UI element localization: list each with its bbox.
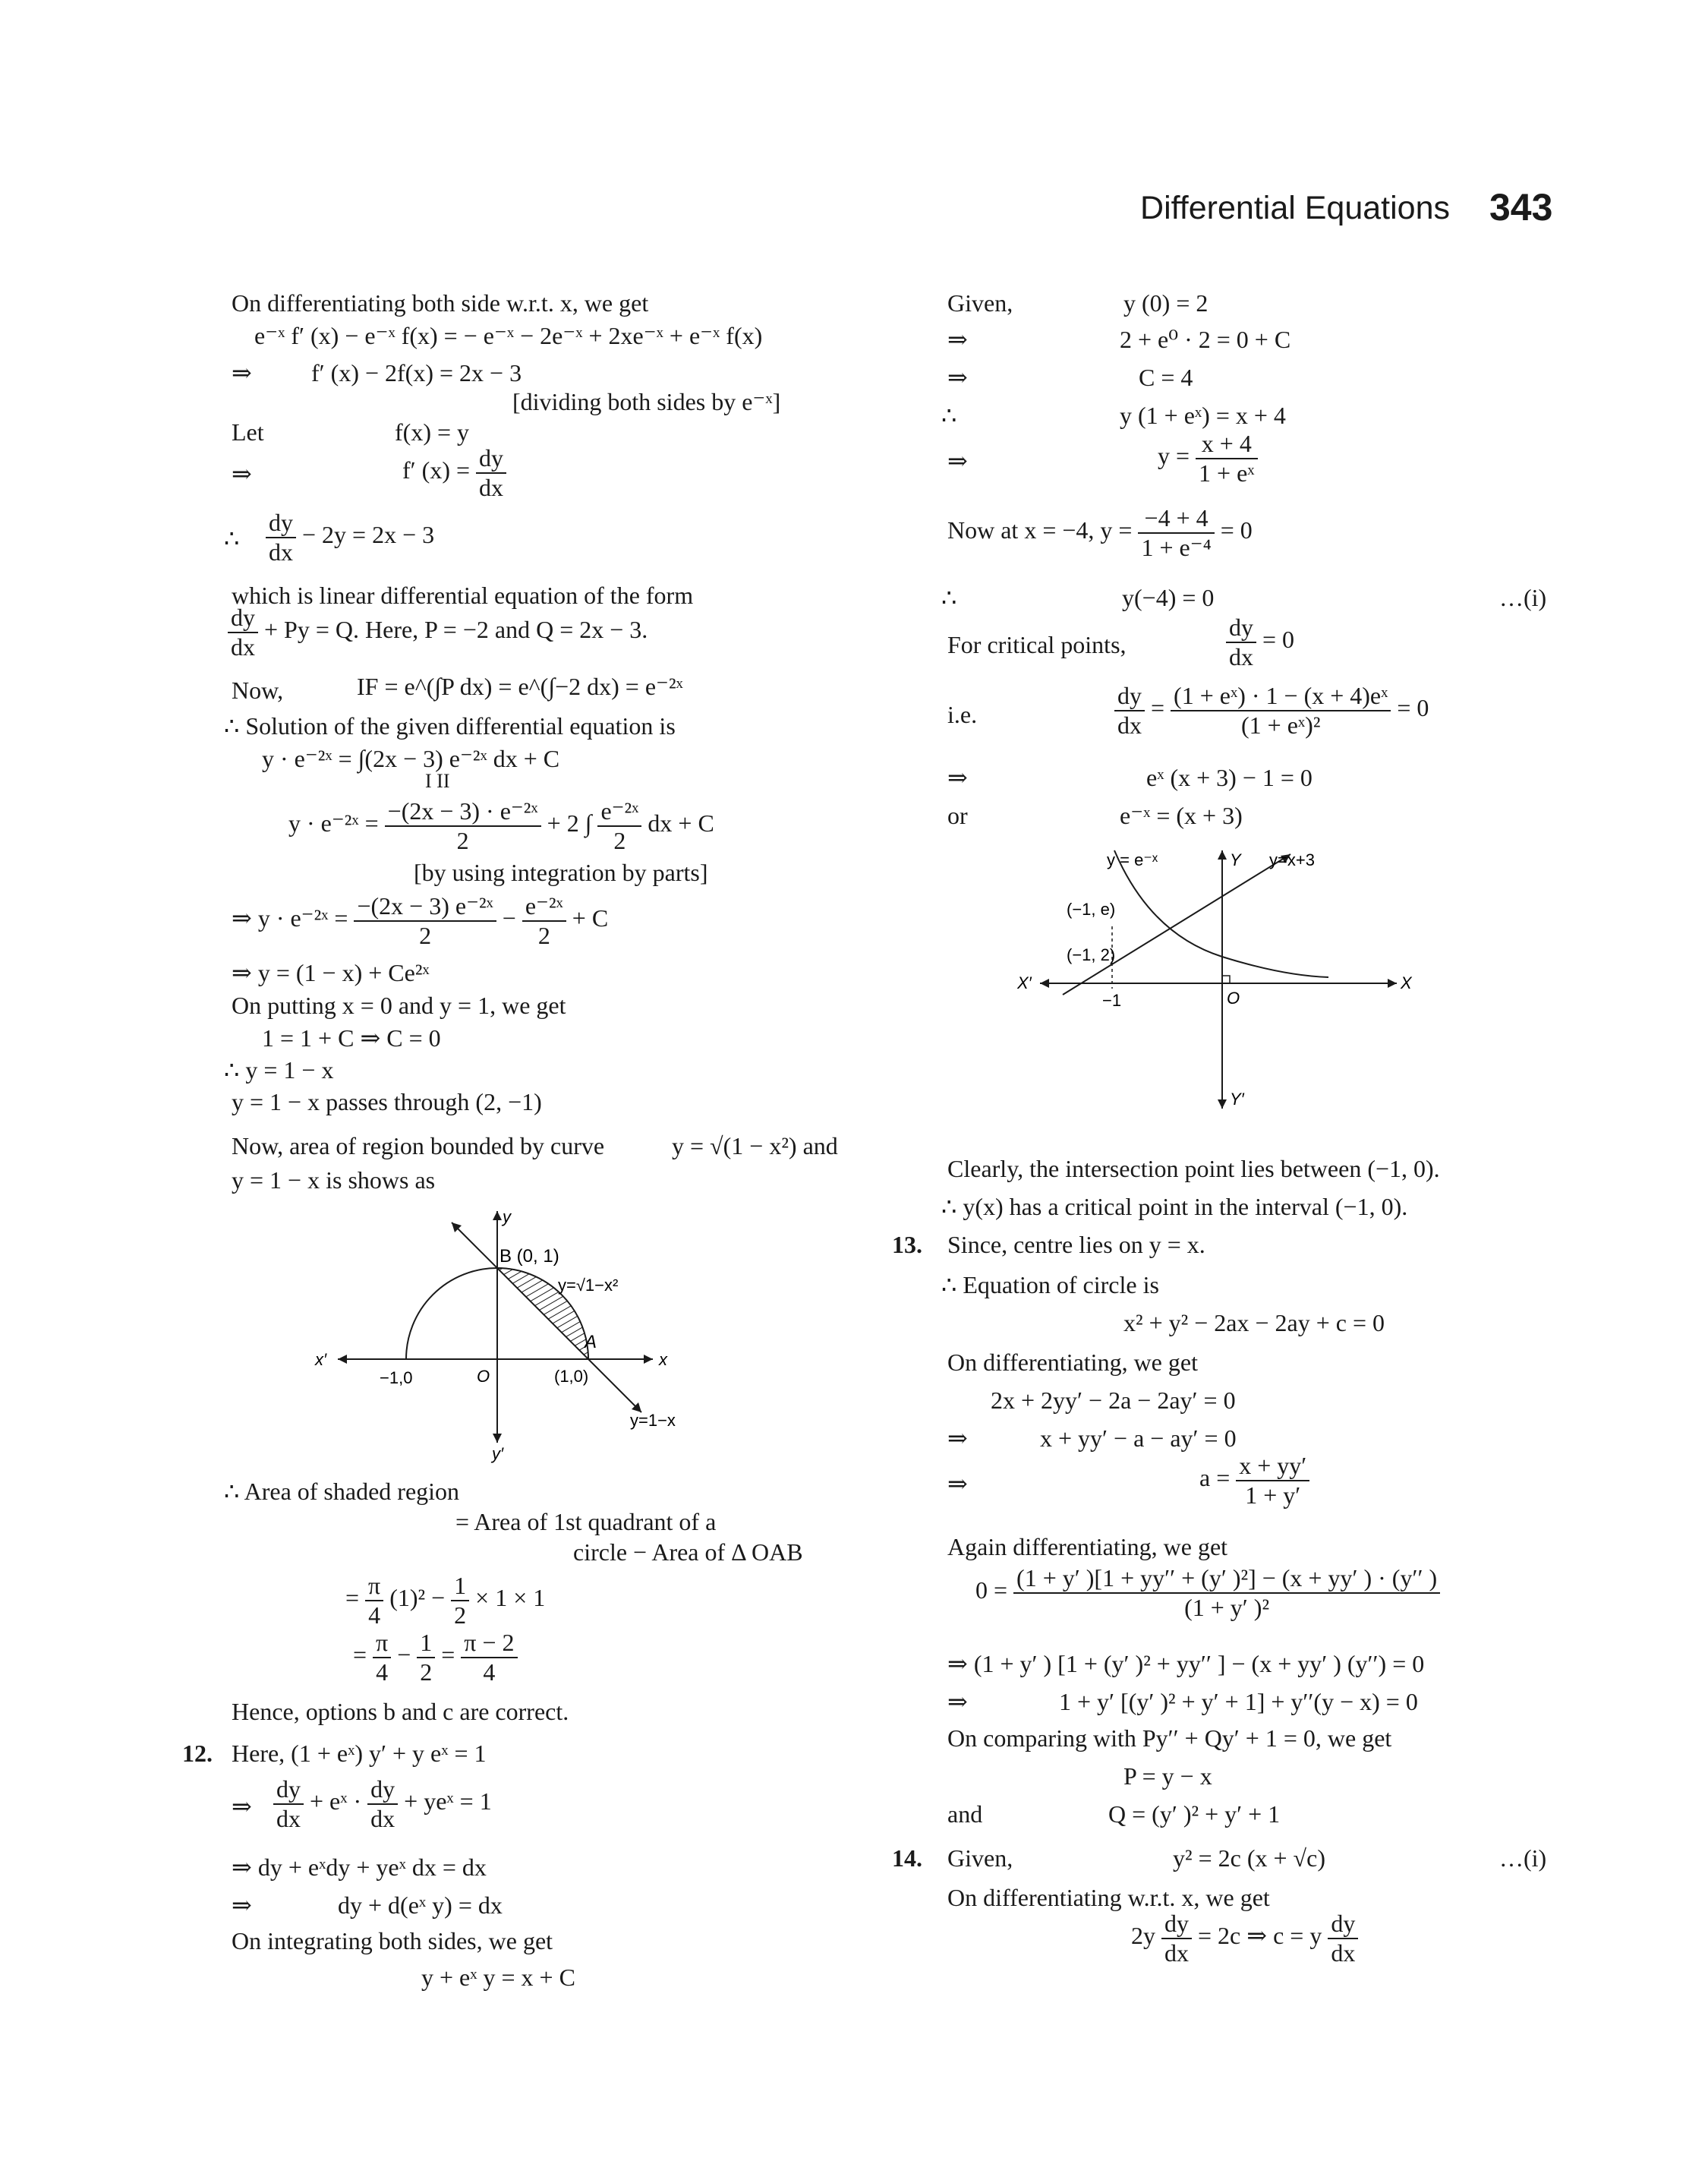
equation-text: + Py = Q. Here, P = −2 and Q = 2x − 3. (264, 616, 648, 644)
question-number: 12. (182, 1740, 213, 1767)
therefore-symbol: ∴ (941, 402, 957, 429)
numerator: x + 4 (1196, 430, 1258, 459)
fig-label: x′ (315, 1350, 327, 1369)
equation-text: f′ (x) = (402, 456, 471, 484)
fraction (1138, 504, 1214, 562)
fig-label: y′ (492, 1444, 504, 1463)
implies-symbol: ⇒ (232, 1793, 252, 1820)
equation: x + yy′ − a − ay′ = 0 (1040, 1424, 1237, 1452)
equation-text: = 2c ⇒ c = y (1198, 1922, 1322, 1950)
equation: e⁻ˣ = (x + 3) (1120, 802, 1243, 829)
fraction (1236, 1452, 1309, 1509)
therefore-symbol: ∴ (941, 584, 957, 611)
y-axis-arrow (493, 1434, 502, 1443)
denominator: 1 + e⁻⁴ (1141, 533, 1212, 561)
page-number: 343 (1489, 186, 1553, 229)
fig-label: X′ (1017, 973, 1032, 992)
fraction (1013, 1564, 1440, 1622)
equation: y(−4) = 0 (1122, 584, 1215, 611)
equation-text: − 2y = 2x − 3 (302, 521, 435, 549)
implies-symbol: ⇒ (947, 764, 968, 791)
fraction (1161, 1910, 1192, 1967)
numerator: dy (266, 509, 296, 538)
denominator: 2 (537, 921, 550, 949)
fraction (1171, 682, 1391, 740)
equation-text: + C (572, 904, 609, 932)
fraction (1328, 1910, 1358, 1967)
question-number: 14. (892, 1844, 922, 1872)
equation-text: 2y (1131, 1922, 1155, 1950)
chapter-title: Differential Equations (1140, 190, 1450, 226)
text-line: Given, (947, 289, 1013, 317)
fig-label: O (1227, 989, 1240, 1008)
equation: IF = e^(∫P dx) = e^(∫−2 dx) = e⁻²ˣ (357, 673, 683, 700)
text-line: ∴ y(x) has a critical point in the interval (−1, 0). (941, 1193, 1408, 1220)
denominator: dx (370, 1804, 395, 1832)
equation: eˣ (x + 3) − 1 = 0 (1146, 764, 1313, 791)
numerator: 1 (451, 1572, 469, 1601)
x-axis-arrow (338, 1355, 347, 1364)
equation-label: …(i) (1499, 584, 1547, 611)
text-line: Hence, options b and c are correct. (232, 1698, 569, 1725)
text-line: On differentiating both side w.r.t. x, we get (232, 289, 649, 317)
text-line: On putting x = 0 and y = 1, we get (232, 992, 566, 1019)
fig-label: B (0, 1) (499, 1246, 559, 1267)
denominator: dx (1117, 711, 1142, 739)
equation (1114, 682, 1429, 740)
fig-label: Y (1230, 850, 1241, 869)
text-line: Given, (947, 1844, 1013, 1872)
fig-label: X (1401, 973, 1412, 992)
fraction (367, 1775, 398, 1833)
numerator: dy (228, 604, 258, 633)
right-angle-marker (1222, 976, 1230, 983)
equation-label: …(i) (1499, 1844, 1547, 1872)
equation: 1 + y′ [(y′ )² + y′ + 1] + y′′(y − x) = 0 (1059, 1688, 1418, 1715)
equation-text: y · e⁻²ˣ = (288, 809, 379, 838)
denominator: dx (269, 538, 293, 566)
fig-label: −1 (1102, 991, 1122, 1010)
equation (1199, 1452, 1309, 1509)
equation: ∴ y = 1 − x (224, 1056, 334, 1084)
fig-label: (−1, 2) (1067, 945, 1116, 964)
equation-text: dx + C (648, 809, 714, 838)
equation-text: = 0 (1397, 694, 1429, 722)
equation: P = y − x (1123, 1762, 1212, 1790)
text-line: On comparing with Py′′ + Qy′ + 1 = 0, we get (947, 1724, 1392, 1752)
numerator: dy (1328, 1910, 1358, 1939)
denominator: 2 (613, 826, 626, 854)
denominator: 4 (376, 1658, 389, 1686)
text-line: On differentiating w.r.t. x, we get (947, 1884, 1270, 1911)
numerator: (1 + eˣ) · 1 − (x + 4)eˣ (1171, 682, 1391, 711)
denominator: dx (276, 1804, 301, 1832)
equation: y (1 + eˣ) = x + 4 (1120, 402, 1286, 429)
circle-area-figure (304, 1207, 714, 1465)
fraction (522, 892, 566, 950)
fig-label: x (659, 1350, 667, 1369)
equation-text: Now at x = −4, y = (947, 516, 1133, 544)
equation (1226, 614, 1294, 671)
numerator: (1 + y′ )[1 + yy′′ + (y′ )²] − (x + yy′ ) · (y′′ ) (1013, 1564, 1440, 1594)
equation: y (0) = 2 (1123, 289, 1209, 317)
equation: y + eˣ y = x + C (421, 1964, 575, 1991)
note: [dividing both sides by e⁻ˣ] (512, 388, 781, 415)
text-line: On integrating both sides, we get (232, 1927, 553, 1954)
implies-symbol: ⇒ (947, 1424, 968, 1452)
numerator: e⁻²ˣ (597, 797, 641, 827)
fig-label: (1,0) (554, 1367, 589, 1386)
equation: ⇒ y = (1 − x) + Ce²ˣ (232, 959, 430, 986)
text-line: ∴ Solution of the given differential equation is (224, 712, 676, 740)
fraction (228, 604, 258, 661)
equation: y · e⁻²ˣ = ∫(2x − 3) e⁻²ˣ dx + C (262, 745, 560, 772)
implies-symbol: ⇒ (232, 460, 252, 487)
line-y-equals-x-plus-3 (1063, 854, 1290, 995)
equation: x² + y² − 2ax − 2ay + c = 0 (1123, 1309, 1385, 1336)
denominator: 1 + y′ (1245, 1481, 1301, 1509)
denominator: dx (1164, 1939, 1189, 1967)
equation-text: y = (1158, 442, 1190, 470)
fraction (354, 892, 496, 950)
equation-text: + 2 ∫ (547, 809, 592, 838)
denominator: dx (1229, 642, 1253, 670)
denominator: dx (1331, 1939, 1356, 1967)
text-line: y = 1 − x is shows as (232, 1166, 436, 1194)
y-axis-arrow (493, 1211, 502, 1220)
equation-text: + yeˣ = 1 (404, 1787, 492, 1815)
text-line: Since, centre lies on y = x. (947, 1231, 1205, 1258)
numerator: dy (1226, 614, 1256, 643)
equation: f(x) = y (395, 418, 470, 446)
equation-text: 0 = (975, 1576, 1008, 1604)
numerator: dy (1114, 682, 1145, 711)
therefore-symbol: ∴ (224, 525, 240, 552)
text-line: Now, area of region bounded by curve (232, 1132, 605, 1159)
fraction (385, 797, 541, 855)
equation-text: = (441, 1641, 455, 1669)
numerator: dy (1161, 1910, 1192, 1939)
equation-text: (1)² − (389, 1584, 446, 1612)
equation (232, 892, 608, 950)
text-line: which is linear differential equation of the form (232, 582, 694, 609)
text-line: or (947, 802, 968, 829)
equation (1131, 1910, 1358, 1967)
fig-label: y (503, 1207, 511, 1226)
fraction (597, 797, 641, 855)
fig-label: y=x+3 (1269, 850, 1315, 869)
text-line: For critical points, (947, 631, 1127, 658)
equation: C = 4 (1139, 364, 1193, 391)
denominator: dx (479, 473, 504, 501)
text-line: i.e. (947, 701, 978, 728)
numerator: π (373, 1629, 391, 1658)
equation-text: = (1151, 694, 1165, 722)
fig-label: y=1−x (630, 1411, 676, 1430)
text-line: ∴ Equation of circle is (941, 1271, 1159, 1298)
equation-text: = 0 (1220, 516, 1253, 544)
numerator: x + yy′ (1236, 1452, 1309, 1481)
equation-text: a = (1199, 1464, 1231, 1492)
text-line: ∴ Area of shaded region (224, 1478, 460, 1505)
y-axis-arrow (1218, 1099, 1227, 1109)
equation-text: = 0 (1262, 626, 1295, 654)
equation-text: − (397, 1641, 411, 1669)
equation-text: = (353, 1641, 367, 1669)
fraction (1114, 682, 1145, 740)
numerator: −(2x − 3) e⁻²ˣ (354, 892, 496, 922)
fig-label: O (477, 1367, 490, 1386)
implies-symbol: ⇒ (947, 447, 968, 475)
denominator: dx (231, 633, 255, 661)
equation (1158, 430, 1258, 487)
fig-label: A (585, 1332, 597, 1352)
text-line: circle − Area of Δ OAB (573, 1538, 803, 1566)
equation: f′ (x) − 2f(x) = 2x − 3 (311, 359, 522, 386)
numerator: dy (476, 444, 506, 474)
numerator: dy (367, 1775, 398, 1805)
denominator: 2 (420, 1658, 433, 1686)
note: [by using integration by parts] (414, 859, 708, 886)
equation: dy + d(eˣ y) = dx (338, 1891, 503, 1919)
equation (947, 504, 1253, 562)
numerator: −(2x − 3) · e⁻²ˣ (385, 797, 541, 827)
numerator: 1 (417, 1629, 435, 1658)
fraction (451, 1572, 469, 1629)
equation: 1 = 1 + C ⇒ C = 0 (262, 1024, 441, 1052)
fig-label: −1,0 (380, 1368, 413, 1387)
equation-text: ⇒ y · e⁻²ˣ = (232, 904, 348, 932)
denominator: (1 + y′ )² (1184, 1593, 1270, 1621)
equation (353, 1629, 518, 1686)
text-line: Let (232, 418, 264, 446)
equation-text: + eˣ · (310, 1787, 362, 1815)
equation (266, 509, 434, 566)
equation-text: × 1 × 1 (475, 1584, 546, 1612)
numerator: −4 + 4 (1138, 504, 1214, 534)
fig-label: Y′ (1230, 1090, 1244, 1109)
equation: 2 + e⁰ · 2 = 0 + C (1120, 326, 1291, 353)
equation-text: = (345, 1584, 360, 1612)
numerator: e⁻²ˣ (522, 892, 566, 922)
fraction (476, 444, 506, 502)
equation (273, 1775, 492, 1833)
equation-text: − (502, 904, 516, 932)
equation (345, 1572, 545, 1629)
denominator: 2 (456, 826, 469, 854)
text-line: Again differentiating, we get (947, 1533, 1228, 1560)
implies-symbol: ⇒ (232, 1891, 252, 1919)
denominator: 4 (483, 1658, 496, 1686)
equation (975, 1564, 1440, 1622)
equation: ⇒ dy + eˣdy + yeˣ dx = dx (232, 1853, 487, 1881)
equation (228, 604, 648, 661)
text-line: and (947, 1800, 983, 1828)
denominator: 1 + eˣ (1199, 459, 1255, 487)
equation: Here, (1 + eˣ) y′ + y eˣ = 1 (232, 1740, 487, 1767)
question-number: 13. (892, 1231, 922, 1258)
denominator: 4 (368, 1601, 381, 1629)
fraction (373, 1629, 391, 1686)
numerator: π (365, 1572, 383, 1601)
equation: Q = (y′ )² + y′ + 1 (1108, 1800, 1281, 1828)
text-line: Now, (232, 677, 284, 704)
equation: y = √(1 − x²) and (672, 1132, 838, 1159)
fig-label: y=√1−x² (558, 1276, 619, 1295)
numerator: π − 2 (461, 1629, 517, 1658)
numerator: dy (273, 1775, 304, 1805)
text-line: On differentiating, we get (947, 1349, 1198, 1376)
fraction (365, 1572, 383, 1629)
denominator: 2 (419, 921, 432, 949)
y-axis-arrow (1218, 850, 1227, 860)
fraction (417, 1629, 435, 1686)
fraction (1226, 614, 1256, 671)
equation: y² = 2c (x + √c) (1173, 1844, 1325, 1872)
implies-symbol: ⇒ (947, 326, 968, 353)
x-axis-arrow (1388, 979, 1397, 988)
fraction (273, 1775, 304, 1833)
critical-point-figure (1017, 843, 1427, 1116)
x-axis-arrow (644, 1355, 653, 1364)
implies-symbol: ⇒ (232, 359, 252, 386)
integration-order-labels: I II (425, 770, 450, 792)
equation: e⁻ˣ f′ (x) − e⁻ˣ f(x) = − e⁻ˣ − 2e⁻ˣ + 2xe⁻ˣ + e⁻ˣ f(x) (254, 322, 763, 349)
implies-symbol: ⇒ (947, 364, 968, 391)
denominator: (1 + eˣ)² (1241, 711, 1321, 739)
denominator: 2 (454, 1601, 467, 1629)
implies-symbol: ⇒ (947, 1688, 968, 1715)
text-line: = Area of 1st quadrant of a (455, 1508, 717, 1535)
equation: ⇒ (1 + y′ ) [1 + (y′ )² + yy′′ ] − (x + yy′ ) (y′′) = 0 (947, 1650, 1425, 1677)
fig-label: (−1, e) (1067, 900, 1116, 919)
fraction (266, 509, 296, 566)
text-line: y = 1 − x passes through (2, −1) (232, 1088, 542, 1115)
text-line: Clearly, the intersection point lies between (−1, 0). (947, 1155, 1440, 1182)
fraction (461, 1629, 517, 1686)
implies-symbol: ⇒ (947, 1470, 968, 1497)
equation (288, 797, 714, 855)
equation (402, 444, 506, 502)
x-axis-arrow (1040, 979, 1049, 988)
equation: 2x + 2yy′ − 2a − 2ay′ = 0 (991, 1386, 1236, 1414)
fraction (1196, 430, 1258, 487)
fig-label: y = e⁻ˣ (1107, 850, 1158, 869)
